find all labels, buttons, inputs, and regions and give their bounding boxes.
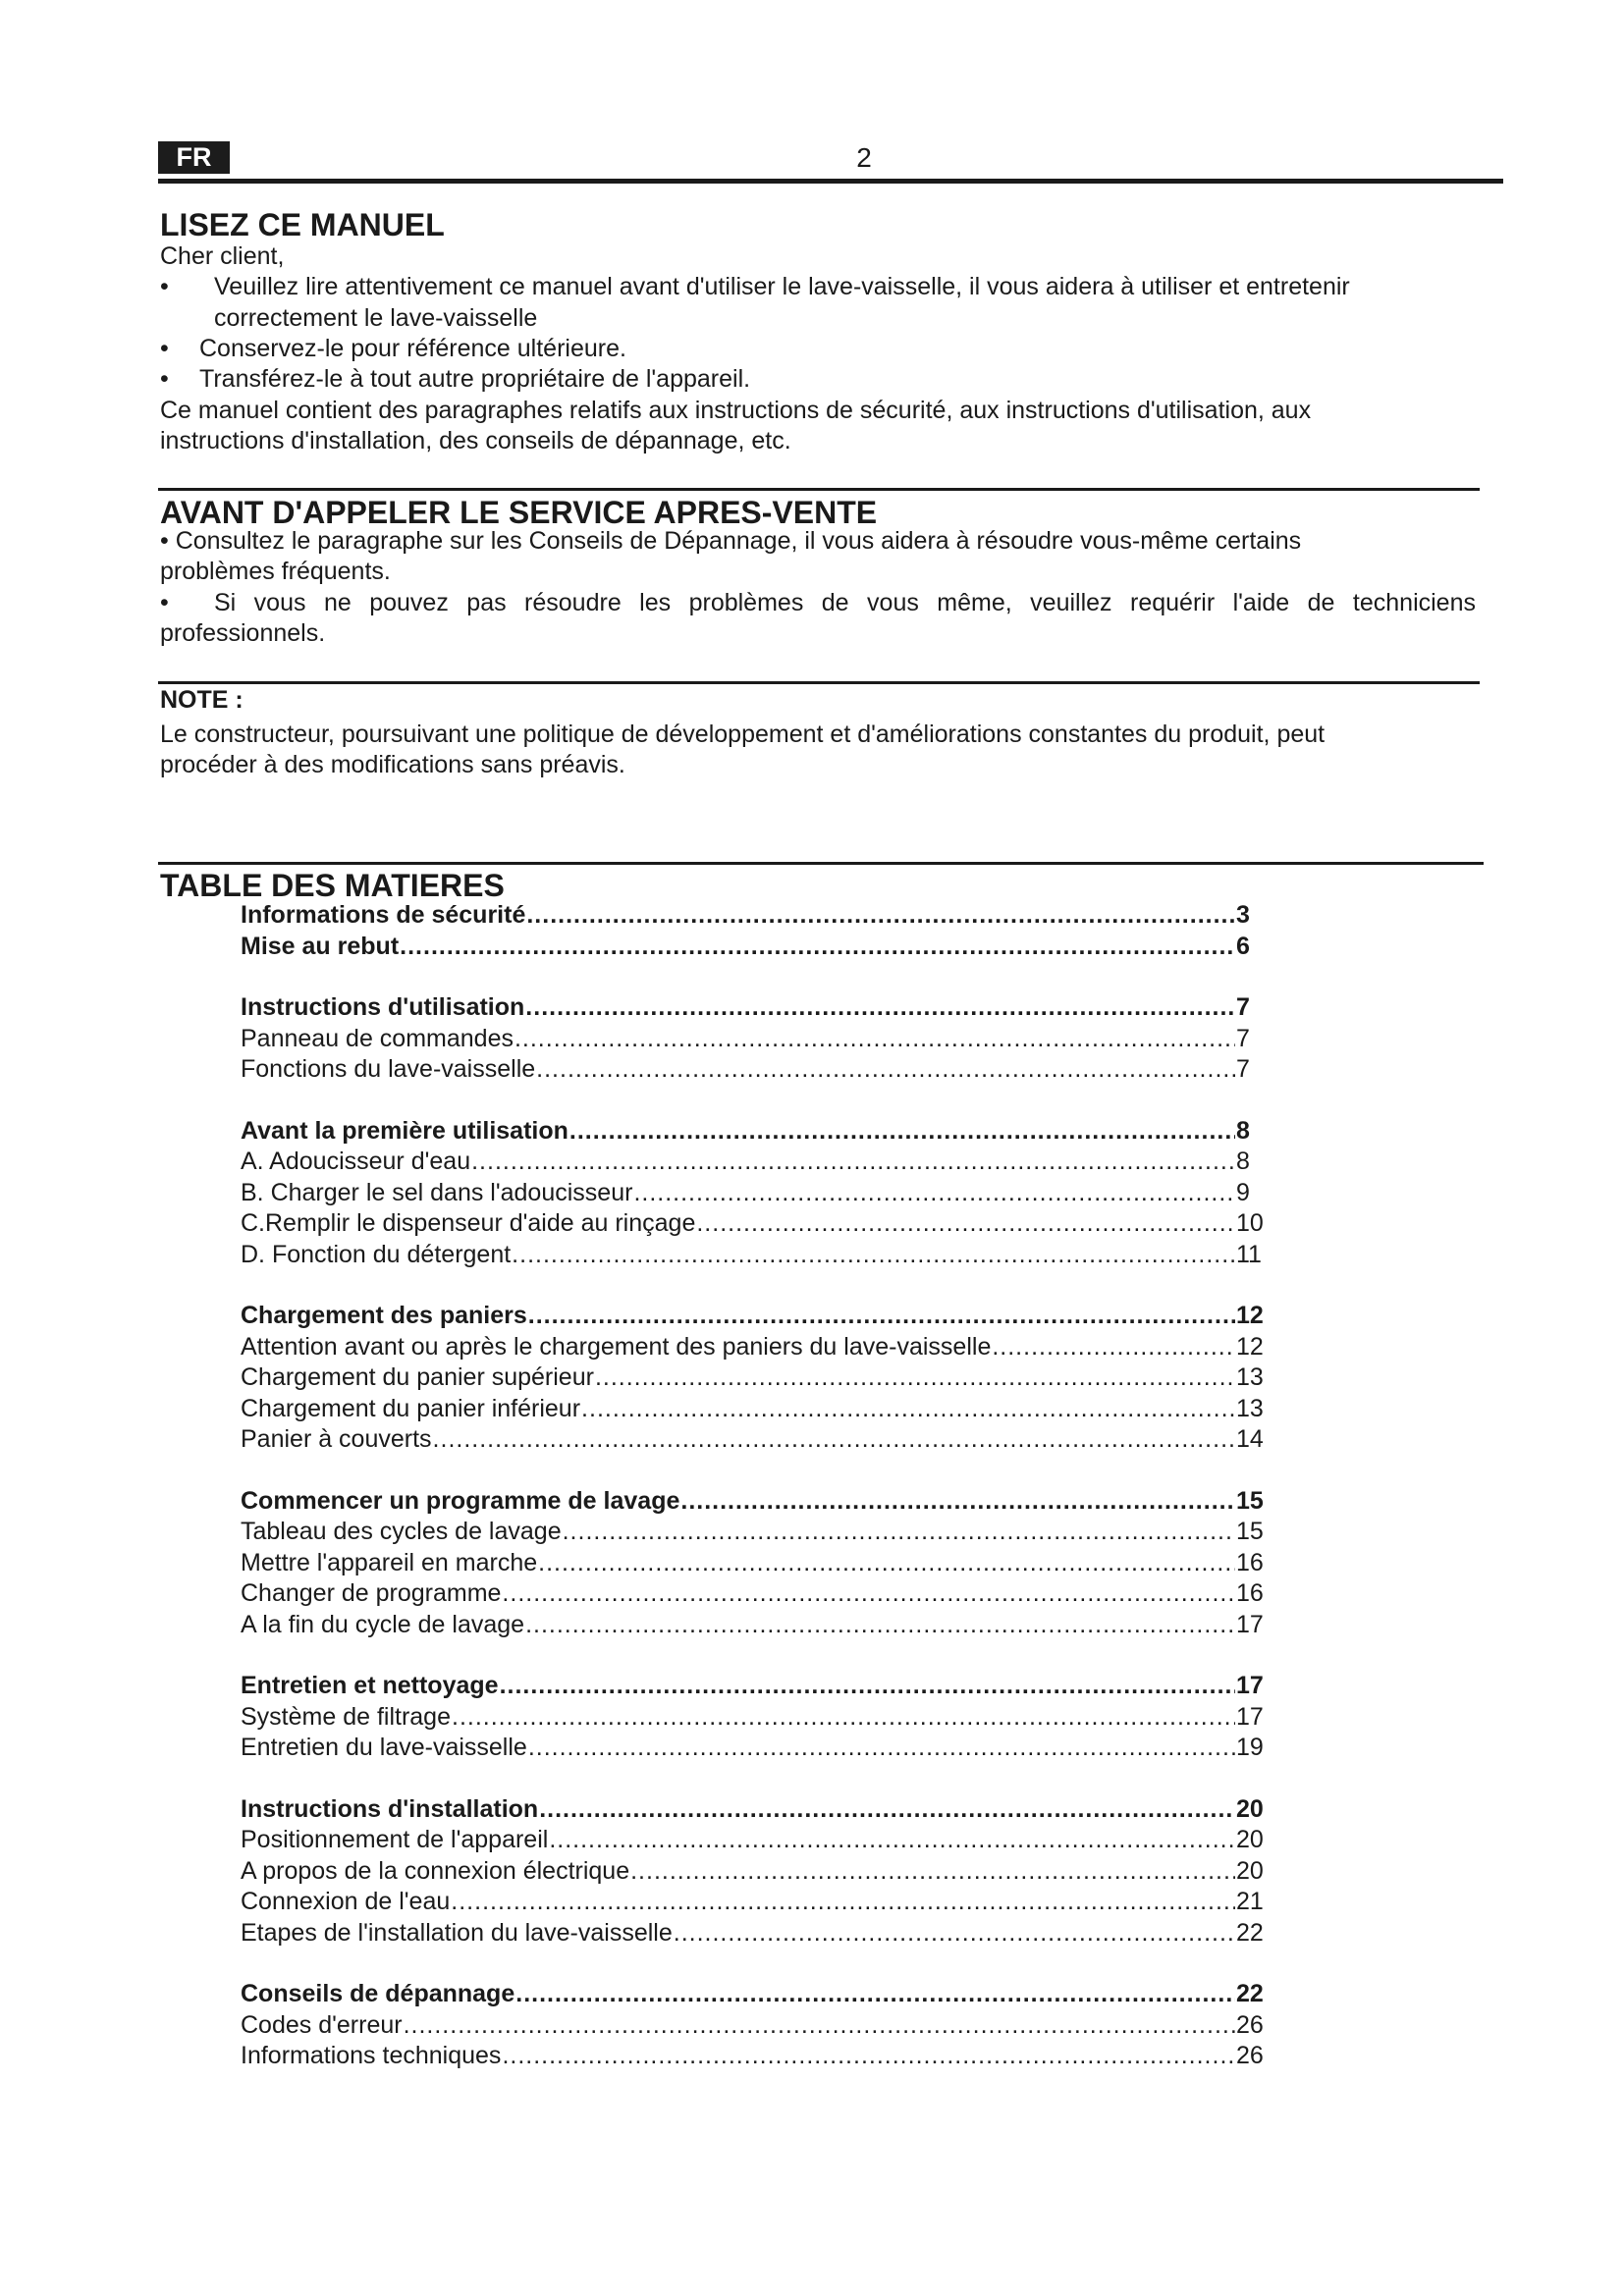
toc-entry-title: Tableau des cycles de lavage: [241, 1518, 562, 1545]
bullet-dot: •: [160, 273, 169, 300]
toc-entry-title: Informations de sécurité: [241, 901, 526, 929]
bullet-dot: •: [160, 365, 169, 393]
toc-entry-sub[interactable]: [241, 1332, 1272, 1363]
toc-dot-leader: [528, 1301, 1235, 1332]
toc-entry-page: 15: [1236, 1486, 1264, 1515]
toc-entry-main[interactable]: [241, 1979, 1272, 2010]
toc-entry-sub[interactable]: [241, 1424, 1272, 1456]
toc-entry-page: 16: [1236, 1579, 1264, 1607]
bullet-dot: •: [160, 335, 169, 362]
greeting: Cher client,: [160, 242, 285, 270]
toc-entry-title: Conseils de dépannage: [241, 1980, 515, 2007]
toc-entry-sub[interactable]: [241, 1548, 1272, 1579]
toc-entry-title: Entretien du lave-vaisselle: [241, 1734, 527, 1761]
toc-group: [241, 1979, 1272, 2072]
toc-entry-page: 7: [1236, 1055, 1250, 1083]
toc-entry-sub[interactable]: [241, 1825, 1272, 1856]
toc-entry-sub[interactable]: [241, 1578, 1272, 1610]
bullet-text: Transférez-le à tout autre propriétaire de l'appareil.: [199, 365, 751, 393]
toc-entry-page: 22: [1236, 1918, 1264, 1947]
toc-entry-sub[interactable]: [241, 1610, 1272, 1641]
toc-dot-leader: [502, 1578, 1235, 1610]
toc-entry-page: 20: [1236, 1794, 1264, 1823]
toc-dot-leader: [992, 1332, 1235, 1363]
toc-entry-sub[interactable]: [241, 1702, 1272, 1734]
page-number: 2: [856, 142, 872, 173]
toc-entry-title: Chargement du panier inférieur: [241, 1394, 581, 1422]
toc-entry-title: Chargement des paniers: [241, 1302, 527, 1329]
toc-entry-title: Informations techniques: [241, 2042, 502, 2069]
toc-entry-page: 12: [1236, 1332, 1264, 1361]
toc-entry-page: 12: [1236, 1302, 1264, 1329]
toc-entry-page: 17: [1236, 1702, 1264, 1731]
toc-entry-page: 14: [1236, 1425, 1264, 1453]
toc-entry-page: 13: [1236, 1394, 1264, 1422]
toc-entry-sub[interactable]: [241, 1918, 1272, 1949]
service-line: Si vous ne pouvez pas résoudre les problèmes de vous même, veuillez requérir l'aide de techniciens: [214, 589, 1476, 616]
toc-dot-leader: [451, 1887, 1235, 1918]
toc-entry-page: 7: [1236, 993, 1250, 1021]
toc-entry-title: A propos de la connexion électrique: [241, 1856, 630, 1885]
note-title: NOTE :: [160, 686, 244, 714]
toc-dot-leader: [500, 1671, 1235, 1702]
section-divider: [158, 488, 1480, 491]
toc-dot-leader: [433, 1424, 1235, 1456]
toc-dot-leader: [538, 1548, 1235, 1579]
toc-entry-page: 8: [1236, 1116, 1250, 1145]
note-line: procéder à des modifications sans préavis.: [160, 751, 625, 778]
toc-entry-title: Avant la première utilisation: [241, 1116, 568, 1145]
toc-entry-page: 21: [1236, 1888, 1264, 1915]
toc-entry-main[interactable]: [241, 1486, 1272, 1518]
toc-entry-title: Changer de programme: [241, 1579, 502, 1607]
toc-entry-page: 10: [1236, 1209, 1264, 1237]
toc-dot-leader: [528, 1733, 1235, 1764]
toc-entry-title: C.Remplir le dispenseur d'aide au rinçage: [241, 1209, 696, 1237]
toc-entry-title: D. Fonction du détergent: [241, 1240, 512, 1268]
toc-entry-title: Positionnement de l'appareil: [241, 1826, 549, 1853]
bullet-text: Conservez-le pour référence ultérieure.: [199, 335, 626, 362]
section-title-read-manual: LISEZ CE MANUEL: [160, 207, 445, 242]
toc-entry-sub[interactable]: [241, 1147, 1272, 1178]
toc-dot-leader: [514, 1024, 1235, 1055]
toc-entry-main[interactable]: [241, 992, 1272, 1024]
toc-entry-sub[interactable]: [241, 1240, 1272, 1271]
toc-dot-leader: [515, 1979, 1235, 2010]
toc-entry-page: 20: [1236, 1826, 1264, 1853]
language-tag: FR: [158, 141, 230, 174]
toc-entry-title: Fonctions du lave-vaisselle: [241, 1055, 536, 1083]
toc-group: [241, 1116, 1272, 1271]
toc-group: [241, 1301, 1272, 1456]
toc-entry-page: 7: [1236, 1024, 1250, 1052]
toc-entry-page: 17: [1236, 1610, 1264, 1638]
note-line: Le constructeur, poursuivant une politique de développement et d'améliorations constantes du produit, peut: [160, 721, 1326, 748]
toc-dot-leader: [452, 1702, 1235, 1734]
toc-dot-leader: [595, 1362, 1235, 1394]
service-line: • Consultez le paragraphe sur les Conseils de Dépannage, il vous aidera à résoudre vous-même certains: [160, 527, 1302, 555]
toc-entry-title: Panneau de commandes: [241, 1024, 514, 1052]
toc-entry-page: 9: [1236, 1178, 1250, 1206]
toc-entry-title: Instructions d'utilisation: [241, 993, 525, 1021]
toc-entry-sub[interactable]: [241, 1733, 1272, 1764]
toc-dot-leader: [502, 2041, 1235, 2072]
toc-dot-leader: [696, 1208, 1235, 1240]
toc-dot-leader: [525, 1610, 1235, 1641]
toc-dot-leader: [539, 1794, 1235, 1826]
toc-entry-sub[interactable]: [241, 1362, 1272, 1394]
toc-entry-page: 26: [1236, 2010, 1264, 2039]
toc-entry-page: 13: [1236, 1363, 1264, 1391]
toc-dot-leader: [563, 1517, 1235, 1548]
toc-entry-title: Etapes de l'installation du lave-vaisselle: [241, 1918, 673, 1947]
service-line: problèmes fréquents.: [160, 558, 391, 585]
toc-dot-leader: [404, 2010, 1235, 2042]
toc-dot-leader: [400, 932, 1235, 963]
toc-group: [241, 900, 1272, 962]
toc-entry-title: Codes d'erreur: [241, 2010, 403, 2039]
toc-group: [241, 1671, 1272, 1764]
toc-entry-page: 6: [1236, 932, 1250, 960]
toc-entry-title: Système de filtrage: [241, 1702, 451, 1731]
toc-entry-sub[interactable]: [241, 1856, 1272, 1888]
toc-dot-leader: [569, 1116, 1235, 1148]
toc-entry-page: 16: [1236, 1548, 1264, 1576]
toc-entry-sub[interactable]: [241, 1517, 1272, 1548]
toc-entry-page: 3: [1236, 901, 1250, 929]
toc-entry-main[interactable]: [241, 1671, 1272, 1702]
toc-entry-main[interactable]: [241, 932, 1272, 963]
toc-entry-page: 11: [1236, 1240, 1262, 1268]
toc-dot-leader: [471, 1147, 1235, 1178]
toc-entry-sub[interactable]: [241, 1178, 1272, 1209]
section-title-service: AVANT D'APPELER LE SERVICE APRES-VENTE: [160, 495, 878, 530]
toc-entry-page: 19: [1236, 1734, 1264, 1761]
manual-paragraph-line: instructions d'installation, des conseils de dépannage, etc.: [160, 427, 791, 454]
toc-entry-title: Mise au rebut: [241, 932, 400, 960]
toc-entry-page: 17: [1236, 1672, 1264, 1699]
toc-dot-leader: [526, 900, 1235, 932]
toc-entry-sub[interactable]: [241, 2010, 1272, 2042]
section-divider: [158, 681, 1480, 684]
section-divider: [158, 862, 1484, 865]
header-divider: [158, 179, 1503, 184]
toc-entry-main[interactable]: [241, 1794, 1272, 1826]
toc-dot-leader: [512, 1240, 1235, 1271]
toc-entry-title: Connexion de l'eau: [241, 1888, 451, 1915]
toc-entry-title: Chargement du panier supérieur: [241, 1363, 594, 1391]
toc-entry-title: B. Charger le sel dans l'adoucisseur: [241, 1178, 633, 1206]
toc-dot-leader: [680, 1486, 1235, 1518]
toc-entry-title: Commencer un programme de lavage: [241, 1486, 680, 1515]
toc-entry-title: Panier à couverts: [241, 1425, 432, 1453]
bullet-text-continued: correctement le lave-vaisselle: [214, 304, 538, 332]
toc-title: TABLE DES MATIERES: [160, 868, 505, 903]
manual-paragraph-line: Ce manuel contient des paragraphes relatifs aux instructions de sécurité, aux instructions d'utilisation, aux: [160, 397, 1312, 424]
toc-dot-leader: [633, 1178, 1235, 1209]
toc-entry-page: 22: [1236, 1980, 1264, 2007]
toc-entry-title: Instructions d'installation: [241, 1794, 539, 1823]
toc-entry-sub[interactable]: [241, 1208, 1272, 1240]
toc-dot-leader: [536, 1054, 1235, 1086]
toc-entry-sub[interactable]: [241, 1394, 1272, 1425]
toc-entry-title: Attention avant ou après le chargement des paniers du lave-vaisselle: [241, 1332, 992, 1361]
toc-entry-title: A. Adoucisseur d'eau: [241, 1148, 471, 1175]
toc-entry-main[interactable]: [241, 1301, 1272, 1332]
toc-dot-leader: [525, 992, 1235, 1024]
bullet-text: Veuillez lire attentivement ce manuel avant d'utiliser le lave-vaisselle, il vous aidera à utiliser et entretenir: [214, 273, 1350, 300]
toc-group: [241, 1794, 1272, 1949]
toc-entry-main[interactable]: [241, 1116, 1272, 1148]
toc-entry-sub[interactable]: [241, 1054, 1272, 1086]
toc-group: [241, 1486, 1272, 1641]
toc-entry-sub[interactable]: [241, 1887, 1272, 1918]
toc-entry-title: Mettre l'appareil en marche: [241, 1548, 538, 1576]
toc-dot-leader: [549, 1825, 1235, 1856]
toc-entry-sub[interactable]: [241, 2041, 1272, 2072]
toc-entry-page: 8: [1236, 1148, 1250, 1175]
table-of-contents: [241, 900, 1272, 2103]
toc-entry-title: Entretien et nettoyage: [241, 1672, 499, 1699]
service-line: professionnels.: [160, 619, 326, 647]
toc-entry-title: A la fin du cycle de lavage: [241, 1610, 525, 1638]
toc-entry-main[interactable]: [241, 900, 1272, 932]
toc-entry-page: 15: [1236, 1518, 1264, 1545]
toc-dot-leader: [674, 1918, 1235, 1949]
toc-entry-page: 26: [1236, 2042, 1264, 2069]
toc-entry-sub[interactable]: [241, 1024, 1272, 1055]
toc-dot-leader: [630, 1856, 1235, 1888]
toc-group: [241, 992, 1272, 1086]
bullet-dot: •: [160, 589, 169, 616]
toc-dot-leader: [581, 1394, 1235, 1425]
toc-entry-page: 20: [1236, 1856, 1264, 1885]
